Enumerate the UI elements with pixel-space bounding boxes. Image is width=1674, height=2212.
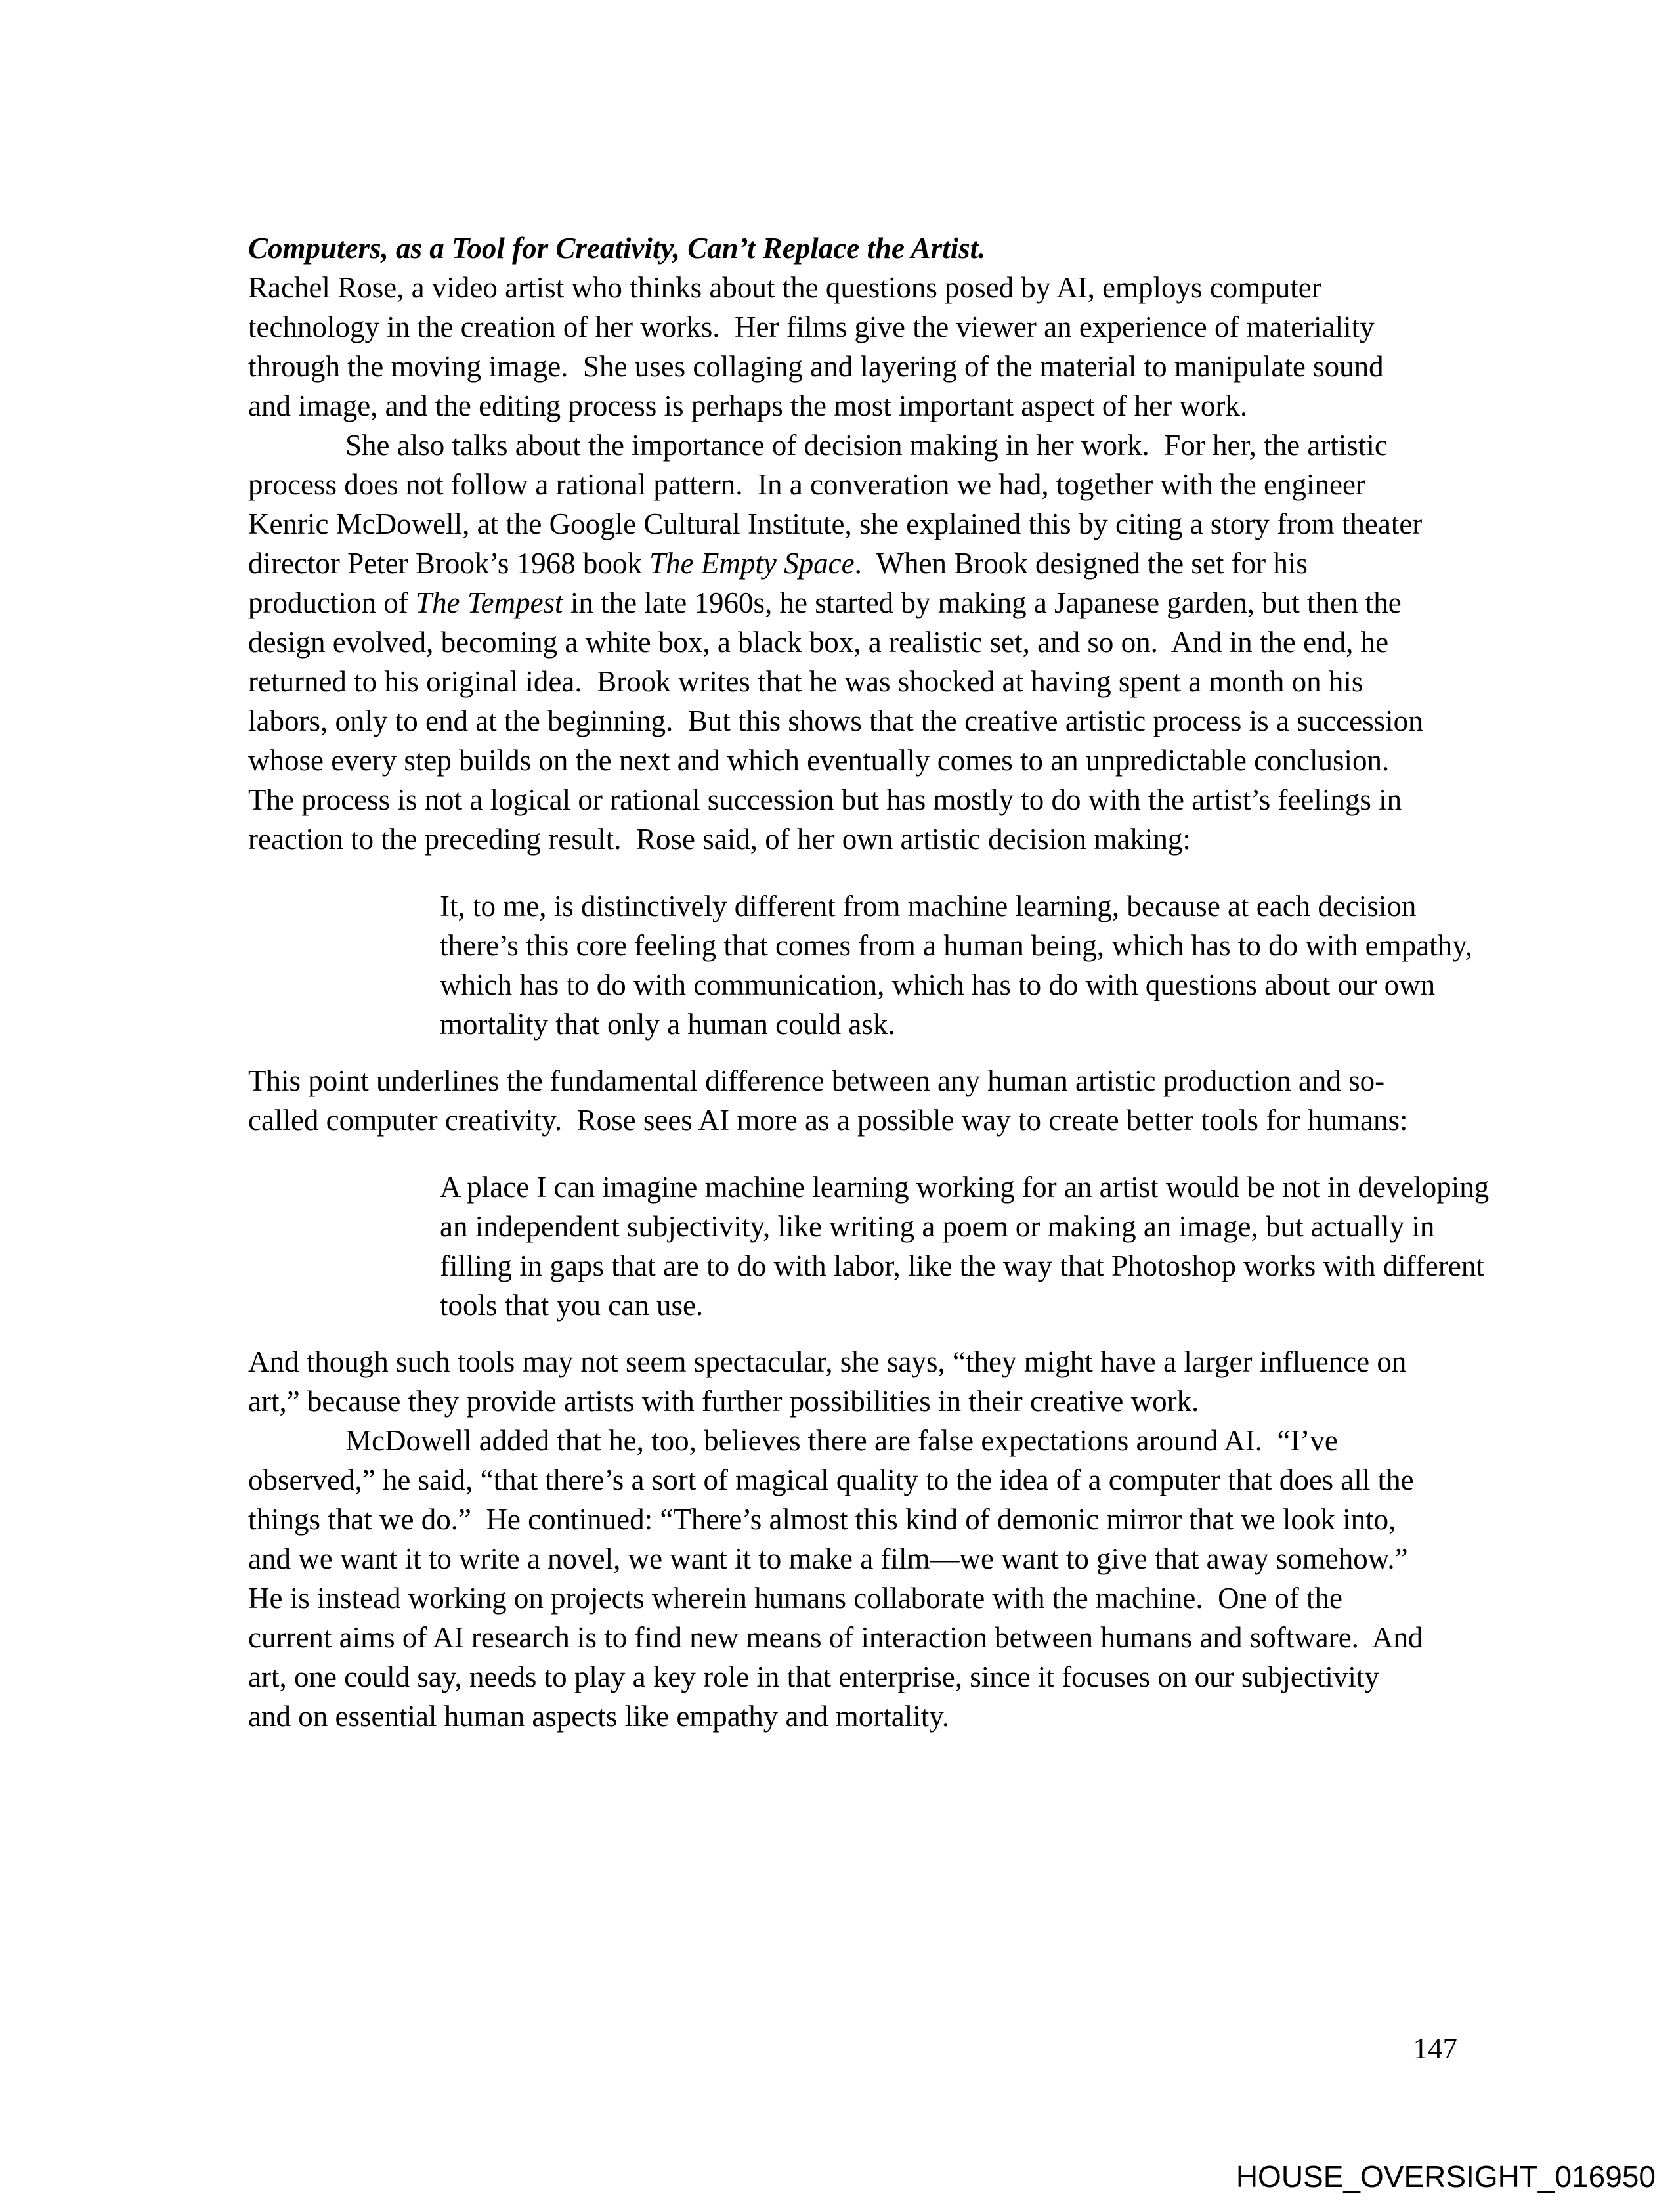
paragraph-run: in the late 1960s, he started by making a Japanese garden, but then the design evolved, becoming a white box, a black box, a realistic set, and so on. And in the end, he returned to his original idea. Brook writes that he was shocked at having spent a month on his labors, only to end at the beginning. But this shows that the creative artistic process is a succession whose every step builds on the next and which eventually comes to an unpredictable conclusion. The process is not a logical or rational succession but has mostly to do with the artist’s feelings in reaction to the preceding result. Rose said, of her own artistic decision making: [248, 586, 1430, 856]
play-title-the-tempest: The Tempest [415, 586, 563, 619]
page-body [248, 228, 1497, 1736]
section-heading: Computers, as a Tool for Creativity, Can’t Replace the Artist. [248, 232, 986, 265]
paragraph-and-though: And though such tools may not seem spectacular, she says, “they might have a larger influence on art,” because they provide artists with further possibilities in their creative work. [248, 1345, 1414, 1418]
paragraph-she-also-talks [248, 425, 1430, 859]
blockquote-rose-on-machine-learning: A place I can imagine machine learning working for an artist would be not in developing an independent subjectivity, like writing a poem or making an image, but actually in filling in gaps that are to do with labor, like the way that Photoshop works with different tools that you can use. [440, 1171, 1497, 1322]
paragraph-run: She also talks about the importance of decision making in her work. For her, the artistic process does not follow a rational pattern. In a converation we had, together with the engineer Kenric McDowell, at the Google Cultural Institute, she explained this by citing a story from theater director Peter Brook’s 1968 book [248, 429, 1430, 580]
bates-stamp: HOUSE_OVERSIGHT_016950 [1235, 2159, 1656, 2194]
paragraph-this-point: This point underlines the fundamental difference between any human artistic production and so-called computer creativity. Rose sees AI more as a possible way to create better tools for humans: [248, 1064, 1408, 1137]
book-title-the-empty-space: The Empty Space [649, 547, 855, 580]
blockquote-rose-on-decision-making: It, to me, is distinctively different from machine learning, because at each decision there’s this core feeling that comes from a human being, which has to do with empathy, which has to do with communication, which has to do with questions about our own mortality that only a human could ask. [440, 890, 1480, 1041]
paragraph-mcdowell: McDowell added that he, too, believes there are false expectations around AI. “I’ve observed,” he said, “that there’s a sort of magical quality to the idea of a computer that does all the things that we do.” He continued: “There’s almost this kind of demonic mirror that we look into, and we want it to write a novel, we want it to make a film—we want to give that away somehow.” He is instead working on projects wherein humans collaborate with the machine. One of the current aims of AI research is to find new means of interaction between humans and software. And art, one could say, needs to play a key role in that enterprise, since it focuses on our subjectivity and on essential human aspects like empathy and mortality. [248, 1424, 1430, 1733]
page-number: 147 [1413, 2032, 1457, 2065]
paragraph-run: . When Brook designed the set for his production of [248, 547, 1316, 619]
paragraph-rachel-rose: Rachel Rose, a video artist who thinks about the questions posed by AI, employs computer technology in the creation of her works. Her films give the viewer an experience of materiality through the moving image. She uses collaging and layering of the material to manipulate sound and image, and the editing process is perhaps the most important aspect of her work. [248, 271, 1391, 422]
